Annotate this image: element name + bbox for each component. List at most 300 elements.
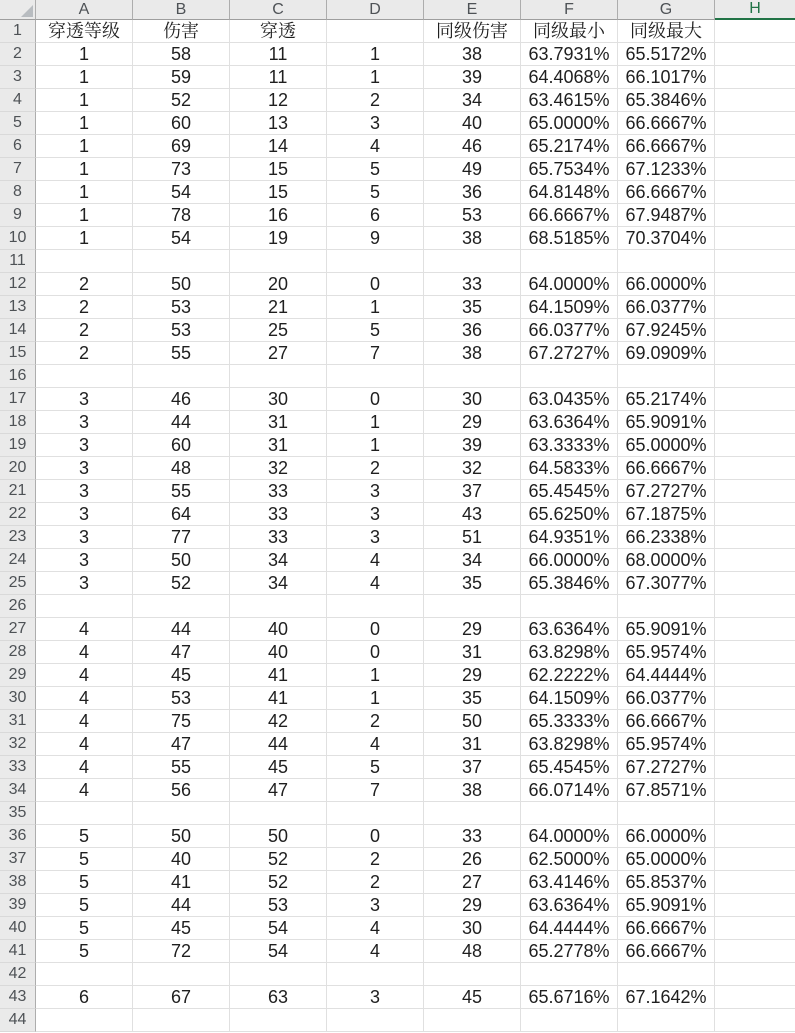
cell-C34[interactable]: 47: [230, 779, 327, 802]
cell-E40[interactable]: 30: [424, 917, 521, 940]
cell-F41[interactable]: 65.2778%: [521, 940, 618, 963]
cell-E18[interactable]: 29: [424, 411, 521, 434]
cell-H24[interactable]: [715, 549, 795, 572]
cell-C3[interactable]: 11: [230, 66, 327, 89]
cell-E31[interactable]: 50: [424, 710, 521, 733]
cell-E3[interactable]: 39: [424, 66, 521, 89]
cell-D40[interactable]: 4: [327, 917, 424, 940]
row-header-5[interactable]: 5: [0, 112, 36, 135]
cell-C32[interactable]: 44: [230, 733, 327, 756]
cell-B18[interactable]: 44: [133, 411, 230, 434]
cell-B20[interactable]: 48: [133, 457, 230, 480]
cell-D33[interactable]: 5: [327, 756, 424, 779]
row-header-30[interactable]: 30: [0, 687, 36, 710]
column-header-G[interactable]: G: [618, 0, 715, 20]
cell-E36[interactable]: 33: [424, 825, 521, 848]
cell-C19[interactable]: 31: [230, 434, 327, 457]
row-header-11[interactable]: 11: [0, 250, 36, 273]
cell-B37[interactable]: 40: [133, 848, 230, 871]
cell-F34[interactable]: 66.0714%: [521, 779, 618, 802]
cell-B7[interactable]: 73: [133, 158, 230, 181]
cell-B13[interactable]: 53: [133, 296, 230, 319]
cell-E11[interactable]: [424, 250, 521, 273]
cell-G37[interactable]: 65.0000%: [618, 848, 715, 871]
cell-F26[interactable]: [521, 595, 618, 618]
row-header-17[interactable]: 17: [0, 388, 36, 411]
cell-G27[interactable]: 65.9091%: [618, 618, 715, 641]
row-header-2[interactable]: 2: [0, 43, 36, 66]
cell-D35[interactable]: [327, 802, 424, 825]
row-header-21[interactable]: 21: [0, 480, 36, 503]
row-header-20[interactable]: 20: [0, 457, 36, 480]
cell-D28[interactable]: 0: [327, 641, 424, 664]
cell-B15[interactable]: 55: [133, 342, 230, 365]
cell-A34[interactable]: 4: [36, 779, 133, 802]
cell-C10[interactable]: 19: [230, 227, 327, 250]
cell-A6[interactable]: 1: [36, 135, 133, 158]
cell-B4[interactable]: 52: [133, 89, 230, 112]
cell-B39[interactable]: 44: [133, 894, 230, 917]
cell-A13[interactable]: 2: [36, 296, 133, 319]
cell-D2[interactable]: 1: [327, 43, 424, 66]
cell-H16[interactable]: [715, 365, 795, 388]
cell-F43[interactable]: 65.6716%: [521, 986, 618, 1009]
cell-D17[interactable]: 0: [327, 388, 424, 411]
cell-D36[interactable]: 0: [327, 825, 424, 848]
cell-H12[interactable]: [715, 273, 795, 296]
cell-B21[interactable]: 55: [133, 480, 230, 503]
cell-C14[interactable]: 25: [230, 319, 327, 342]
cell-H28[interactable]: [715, 641, 795, 664]
cell-F39[interactable]: 63.6364%: [521, 894, 618, 917]
cell-C2[interactable]: 11: [230, 43, 327, 66]
cell-A25[interactable]: 3: [36, 572, 133, 595]
cell-H26[interactable]: [715, 595, 795, 618]
cell-F33[interactable]: 65.4545%: [521, 756, 618, 779]
cell-F12[interactable]: 64.0000%: [521, 273, 618, 296]
cell-D8[interactable]: 5: [327, 181, 424, 204]
cell-H32[interactable]: [715, 733, 795, 756]
cell-F1[interactable]: 同级最小: [521, 20, 618, 43]
cell-D1[interactable]: [327, 20, 424, 43]
cell-B22[interactable]: 64: [133, 503, 230, 526]
cell-D9[interactable]: 6: [327, 204, 424, 227]
cell-D4[interactable]: 2: [327, 89, 424, 112]
cell-G40[interactable]: 66.6667%: [618, 917, 715, 940]
row-header-41[interactable]: 41: [0, 940, 36, 963]
cell-C29[interactable]: 41: [230, 664, 327, 687]
cell-B8[interactable]: 54: [133, 181, 230, 204]
cell-H13[interactable]: [715, 296, 795, 319]
cell-G20[interactable]: 66.6667%: [618, 457, 715, 480]
cell-B30[interactable]: 53: [133, 687, 230, 710]
cell-E7[interactable]: 49: [424, 158, 521, 181]
cell-A19[interactable]: 3: [36, 434, 133, 457]
column-header-F[interactable]: F: [521, 0, 618, 20]
cell-H34[interactable]: [715, 779, 795, 802]
cell-D3[interactable]: 1: [327, 66, 424, 89]
cell-C18[interactable]: 31: [230, 411, 327, 434]
cell-F13[interactable]: 64.1509%: [521, 296, 618, 319]
cell-H25[interactable]: [715, 572, 795, 595]
cell-H38[interactable]: [715, 871, 795, 894]
cell-E22[interactable]: 43: [424, 503, 521, 526]
cell-F5[interactable]: 65.0000%: [521, 112, 618, 135]
cell-A32[interactable]: 4: [36, 733, 133, 756]
cell-A30[interactable]: 4: [36, 687, 133, 710]
row-header-18[interactable]: 18: [0, 411, 36, 434]
cell-A7[interactable]: 1: [36, 158, 133, 181]
cell-C33[interactable]: 45: [230, 756, 327, 779]
cell-D42[interactable]: [327, 963, 424, 986]
cell-F4[interactable]: 63.4615%: [521, 89, 618, 112]
cell-B33[interactable]: 55: [133, 756, 230, 779]
cell-G11[interactable]: [618, 250, 715, 273]
cell-G35[interactable]: [618, 802, 715, 825]
cell-C26[interactable]: [230, 595, 327, 618]
cell-E43[interactable]: 45: [424, 986, 521, 1009]
cell-D20[interactable]: 2: [327, 457, 424, 480]
row-header-6[interactable]: 6: [0, 135, 36, 158]
cell-G9[interactable]: 67.9487%: [618, 204, 715, 227]
cell-H19[interactable]: [715, 434, 795, 457]
row-header-10[interactable]: 10: [0, 227, 36, 250]
cell-E25[interactable]: 35: [424, 572, 521, 595]
cell-B38[interactable]: 41: [133, 871, 230, 894]
cell-E37[interactable]: 26: [424, 848, 521, 871]
column-header-D[interactable]: D: [327, 0, 424, 20]
row-header-13[interactable]: 13: [0, 296, 36, 319]
cell-E15[interactable]: 38: [424, 342, 521, 365]
cell-C25[interactable]: 34: [230, 572, 327, 595]
cell-E12[interactable]: 33: [424, 273, 521, 296]
cell-G22[interactable]: 67.1875%: [618, 503, 715, 526]
cell-C27[interactable]: 40: [230, 618, 327, 641]
cell-F37[interactable]: 62.5000%: [521, 848, 618, 871]
cell-G24[interactable]: 68.0000%: [618, 549, 715, 572]
row-header-39[interactable]: 39: [0, 894, 36, 917]
cell-H20[interactable]: [715, 457, 795, 480]
cell-D27[interactable]: 0: [327, 618, 424, 641]
cell-H33[interactable]: [715, 756, 795, 779]
cell-B44[interactable]: [133, 1009, 230, 1032]
cell-A10[interactable]: 1: [36, 227, 133, 250]
cell-B27[interactable]: 44: [133, 618, 230, 641]
cell-G29[interactable]: 64.4444%: [618, 664, 715, 687]
cell-G23[interactable]: 66.2338%: [618, 526, 715, 549]
row-header-12[interactable]: 12: [0, 273, 36, 296]
cell-E42[interactable]: [424, 963, 521, 986]
cell-B5[interactable]: 60: [133, 112, 230, 135]
cell-G2[interactable]: 65.5172%: [618, 43, 715, 66]
cell-H15[interactable]: [715, 342, 795, 365]
cell-B14[interactable]: 53: [133, 319, 230, 342]
row-header-7[interactable]: 7: [0, 158, 36, 181]
row-header-19[interactable]: 19: [0, 434, 36, 457]
cell-F22[interactable]: 65.6250%: [521, 503, 618, 526]
cell-C15[interactable]: 27: [230, 342, 327, 365]
cell-E30[interactable]: 35: [424, 687, 521, 710]
cell-D6[interactable]: 4: [327, 135, 424, 158]
cell-G4[interactable]: 65.3846%: [618, 89, 715, 112]
row-header-23[interactable]: 23: [0, 526, 36, 549]
cell-H42[interactable]: [715, 963, 795, 986]
cell-H31[interactable]: [715, 710, 795, 733]
cell-A27[interactable]: 4: [36, 618, 133, 641]
cell-G12[interactable]: 66.0000%: [618, 273, 715, 296]
cell-G5[interactable]: 66.6667%: [618, 112, 715, 135]
cell-A37[interactable]: 5: [36, 848, 133, 871]
cell-D18[interactable]: 1: [327, 411, 424, 434]
cell-C42[interactable]: [230, 963, 327, 986]
cell-B26[interactable]: [133, 595, 230, 618]
cell-E21[interactable]: 37: [424, 480, 521, 503]
cell-B10[interactable]: 54: [133, 227, 230, 250]
column-header-A[interactable]: A: [36, 0, 133, 20]
cell-H10[interactable]: [715, 227, 795, 250]
cell-B3[interactable]: 59: [133, 66, 230, 89]
cell-A29[interactable]: 4: [36, 664, 133, 687]
cell-F6[interactable]: 65.2174%: [521, 135, 618, 158]
cell-A23[interactable]: 3: [36, 526, 133, 549]
cell-D10[interactable]: 9: [327, 227, 424, 250]
cell-B24[interactable]: 50: [133, 549, 230, 572]
row-header-43[interactable]: 43: [0, 986, 36, 1009]
cell-D23[interactable]: 3: [327, 526, 424, 549]
cell-E1[interactable]: 同级伤害: [424, 20, 521, 43]
cell-G21[interactable]: 67.2727%: [618, 480, 715, 503]
cell-C30[interactable]: 41: [230, 687, 327, 710]
cell-C8[interactable]: 15: [230, 181, 327, 204]
cell-H6[interactable]: [715, 135, 795, 158]
cell-A44[interactable]: [36, 1009, 133, 1032]
cell-B35[interactable]: [133, 802, 230, 825]
row-header-4[interactable]: 4: [0, 89, 36, 112]
cell-C36[interactable]: 50: [230, 825, 327, 848]
cell-A40[interactable]: 5: [36, 917, 133, 940]
cell-D41[interactable]: 4: [327, 940, 424, 963]
cell-F28[interactable]: 63.8298%: [521, 641, 618, 664]
cell-F18[interactable]: 63.6364%: [521, 411, 618, 434]
cell-H44[interactable]: [715, 1009, 795, 1032]
row-header-14[interactable]: 14: [0, 319, 36, 342]
cell-D16[interactable]: [327, 365, 424, 388]
cell-D44[interactable]: [327, 1009, 424, 1032]
row-header-24[interactable]: 24: [0, 549, 36, 572]
cell-G7[interactable]: 67.1233%: [618, 158, 715, 181]
column-header-C[interactable]: C: [230, 0, 327, 20]
cell-B40[interactable]: 45: [133, 917, 230, 940]
cell-C40[interactable]: 54: [230, 917, 327, 940]
cell-E17[interactable]: 30: [424, 388, 521, 411]
cell-E29[interactable]: 29: [424, 664, 521, 687]
cell-H36[interactable]: [715, 825, 795, 848]
cell-E2[interactable]: 38: [424, 43, 521, 66]
cell-H43[interactable]: [715, 986, 795, 1009]
cell-D26[interactable]: [327, 595, 424, 618]
cell-G42[interactable]: [618, 963, 715, 986]
row-header-40[interactable]: 40: [0, 917, 36, 940]
cell-A1[interactable]: 穿透等级: [36, 20, 133, 43]
cell-H18[interactable]: [715, 411, 795, 434]
cell-A21[interactable]: 3: [36, 480, 133, 503]
cell-A28[interactable]: 4: [36, 641, 133, 664]
cell-D32[interactable]: 4: [327, 733, 424, 756]
cell-H37[interactable]: [715, 848, 795, 871]
cell-D13[interactable]: 1: [327, 296, 424, 319]
cell-G39[interactable]: 65.9091%: [618, 894, 715, 917]
cell-B25[interactable]: 52: [133, 572, 230, 595]
cell-B11[interactable]: [133, 250, 230, 273]
cell-A36[interactable]: 5: [36, 825, 133, 848]
cell-C4[interactable]: 12: [230, 89, 327, 112]
cell-D14[interactable]: 5: [327, 319, 424, 342]
cell-G34[interactable]: 67.8571%: [618, 779, 715, 802]
cell-H3[interactable]: [715, 66, 795, 89]
cell-B36[interactable]: 50: [133, 825, 230, 848]
row-header-35[interactable]: 35: [0, 802, 36, 825]
cell-A26[interactable]: [36, 595, 133, 618]
cell-C6[interactable]: 14: [230, 135, 327, 158]
cell-D39[interactable]: 3: [327, 894, 424, 917]
cell-F25[interactable]: 65.3846%: [521, 572, 618, 595]
cell-C41[interactable]: 54: [230, 940, 327, 963]
cell-D22[interactable]: 3: [327, 503, 424, 526]
cell-C11[interactable]: [230, 250, 327, 273]
cell-A43[interactable]: 6: [36, 986, 133, 1009]
cell-B34[interactable]: 56: [133, 779, 230, 802]
cell-E28[interactable]: 31: [424, 641, 521, 664]
cell-A41[interactable]: 5: [36, 940, 133, 963]
cell-C7[interactable]: 15: [230, 158, 327, 181]
cell-H29[interactable]: [715, 664, 795, 687]
cell-G44[interactable]: [618, 1009, 715, 1032]
cell-E19[interactable]: 39: [424, 434, 521, 457]
cell-C44[interactable]: [230, 1009, 327, 1032]
row-header-3[interactable]: 3: [0, 66, 36, 89]
cell-B31[interactable]: 75: [133, 710, 230, 733]
row-header-38[interactable]: 38: [0, 871, 36, 894]
row-header-32[interactable]: 32: [0, 733, 36, 756]
cell-A20[interactable]: 3: [36, 457, 133, 480]
cell-C28[interactable]: 40: [230, 641, 327, 664]
row-header-29[interactable]: 29: [0, 664, 36, 687]
cell-E13[interactable]: 35: [424, 296, 521, 319]
row-header-44[interactable]: 44: [0, 1009, 36, 1032]
cell-F7[interactable]: 65.7534%: [521, 158, 618, 181]
cell-A14[interactable]: 2: [36, 319, 133, 342]
cell-G10[interactable]: 70.3704%: [618, 227, 715, 250]
cell-D21[interactable]: 3: [327, 480, 424, 503]
cell-H5[interactable]: [715, 112, 795, 135]
cell-C31[interactable]: 42: [230, 710, 327, 733]
row-header-36[interactable]: 36: [0, 825, 36, 848]
cell-A12[interactable]: 2: [36, 273, 133, 296]
cell-G6[interactable]: 66.6667%: [618, 135, 715, 158]
cell-A3[interactable]: 1: [36, 66, 133, 89]
cell-B41[interactable]: 72: [133, 940, 230, 963]
cell-E27[interactable]: 29: [424, 618, 521, 641]
cell-F42[interactable]: [521, 963, 618, 986]
cell-C12[interactable]: 20: [230, 273, 327, 296]
cell-F30[interactable]: 64.1509%: [521, 687, 618, 710]
cell-A39[interactable]: 5: [36, 894, 133, 917]
cell-F15[interactable]: 67.2727%: [521, 342, 618, 365]
cell-E23[interactable]: 51: [424, 526, 521, 549]
cell-C38[interactable]: 52: [230, 871, 327, 894]
cell-A18[interactable]: 3: [36, 411, 133, 434]
cell-A24[interactable]: 3: [36, 549, 133, 572]
cell-G18[interactable]: 65.9091%: [618, 411, 715, 434]
row-header-34[interactable]: 34: [0, 779, 36, 802]
cell-E16[interactable]: [424, 365, 521, 388]
cell-H8[interactable]: [715, 181, 795, 204]
row-header-31[interactable]: 31: [0, 710, 36, 733]
cell-E32[interactable]: 31: [424, 733, 521, 756]
cell-G28[interactable]: 65.9574%: [618, 641, 715, 664]
cell-H17[interactable]: [715, 388, 795, 411]
cell-H22[interactable]: [715, 503, 795, 526]
cell-G3[interactable]: 66.1017%: [618, 66, 715, 89]
cell-G13[interactable]: 66.0377%: [618, 296, 715, 319]
cell-G26[interactable]: [618, 595, 715, 618]
cell-D11[interactable]: [327, 250, 424, 273]
cell-G33[interactable]: 67.2727%: [618, 756, 715, 779]
cell-F40[interactable]: 64.4444%: [521, 917, 618, 940]
cell-C37[interactable]: 52: [230, 848, 327, 871]
row-header-37[interactable]: 37: [0, 848, 36, 871]
row-header-16[interactable]: 16: [0, 365, 36, 388]
cell-F11[interactable]: [521, 250, 618, 273]
cell-A22[interactable]: 3: [36, 503, 133, 526]
cell-F20[interactable]: 64.5833%: [521, 457, 618, 480]
cell-G36[interactable]: 66.0000%: [618, 825, 715, 848]
cell-D38[interactable]: 2: [327, 871, 424, 894]
cell-C13[interactable]: 21: [230, 296, 327, 319]
cell-E8[interactable]: 36: [424, 181, 521, 204]
cell-A4[interactable]: 1: [36, 89, 133, 112]
cell-B9[interactable]: 78: [133, 204, 230, 227]
cell-F36[interactable]: 64.0000%: [521, 825, 618, 848]
cell-A35[interactable]: [36, 802, 133, 825]
cell-H14[interactable]: [715, 319, 795, 342]
cell-G19[interactable]: 65.0000%: [618, 434, 715, 457]
cell-F19[interactable]: 63.3333%: [521, 434, 618, 457]
cell-G17[interactable]: 65.2174%: [618, 388, 715, 411]
cell-D43[interactable]: 3: [327, 986, 424, 1009]
select-all-corner[interactable]: [0, 0, 36, 20]
cell-G43[interactable]: 67.1642%: [618, 986, 715, 1009]
cell-G8[interactable]: 66.6667%: [618, 181, 715, 204]
cell-G32[interactable]: 65.9574%: [618, 733, 715, 756]
cell-D31[interactable]: 2: [327, 710, 424, 733]
cell-C20[interactable]: 32: [230, 457, 327, 480]
cell-E4[interactable]: 34: [424, 89, 521, 112]
cell-G31[interactable]: 66.6667%: [618, 710, 715, 733]
cell-F16[interactable]: [521, 365, 618, 388]
cell-B2[interactable]: 58: [133, 43, 230, 66]
cell-B1[interactable]: 伤害: [133, 20, 230, 43]
cell-A38[interactable]: 5: [36, 871, 133, 894]
cell-F8[interactable]: 64.8148%: [521, 181, 618, 204]
cell-D29[interactable]: 1: [327, 664, 424, 687]
cell-A2[interactable]: 1: [36, 43, 133, 66]
cell-G41[interactable]: 66.6667%: [618, 940, 715, 963]
cell-E20[interactable]: 32: [424, 457, 521, 480]
cell-F17[interactable]: 63.0435%: [521, 388, 618, 411]
cell-H27[interactable]: [715, 618, 795, 641]
cell-B29[interactable]: 45: [133, 664, 230, 687]
